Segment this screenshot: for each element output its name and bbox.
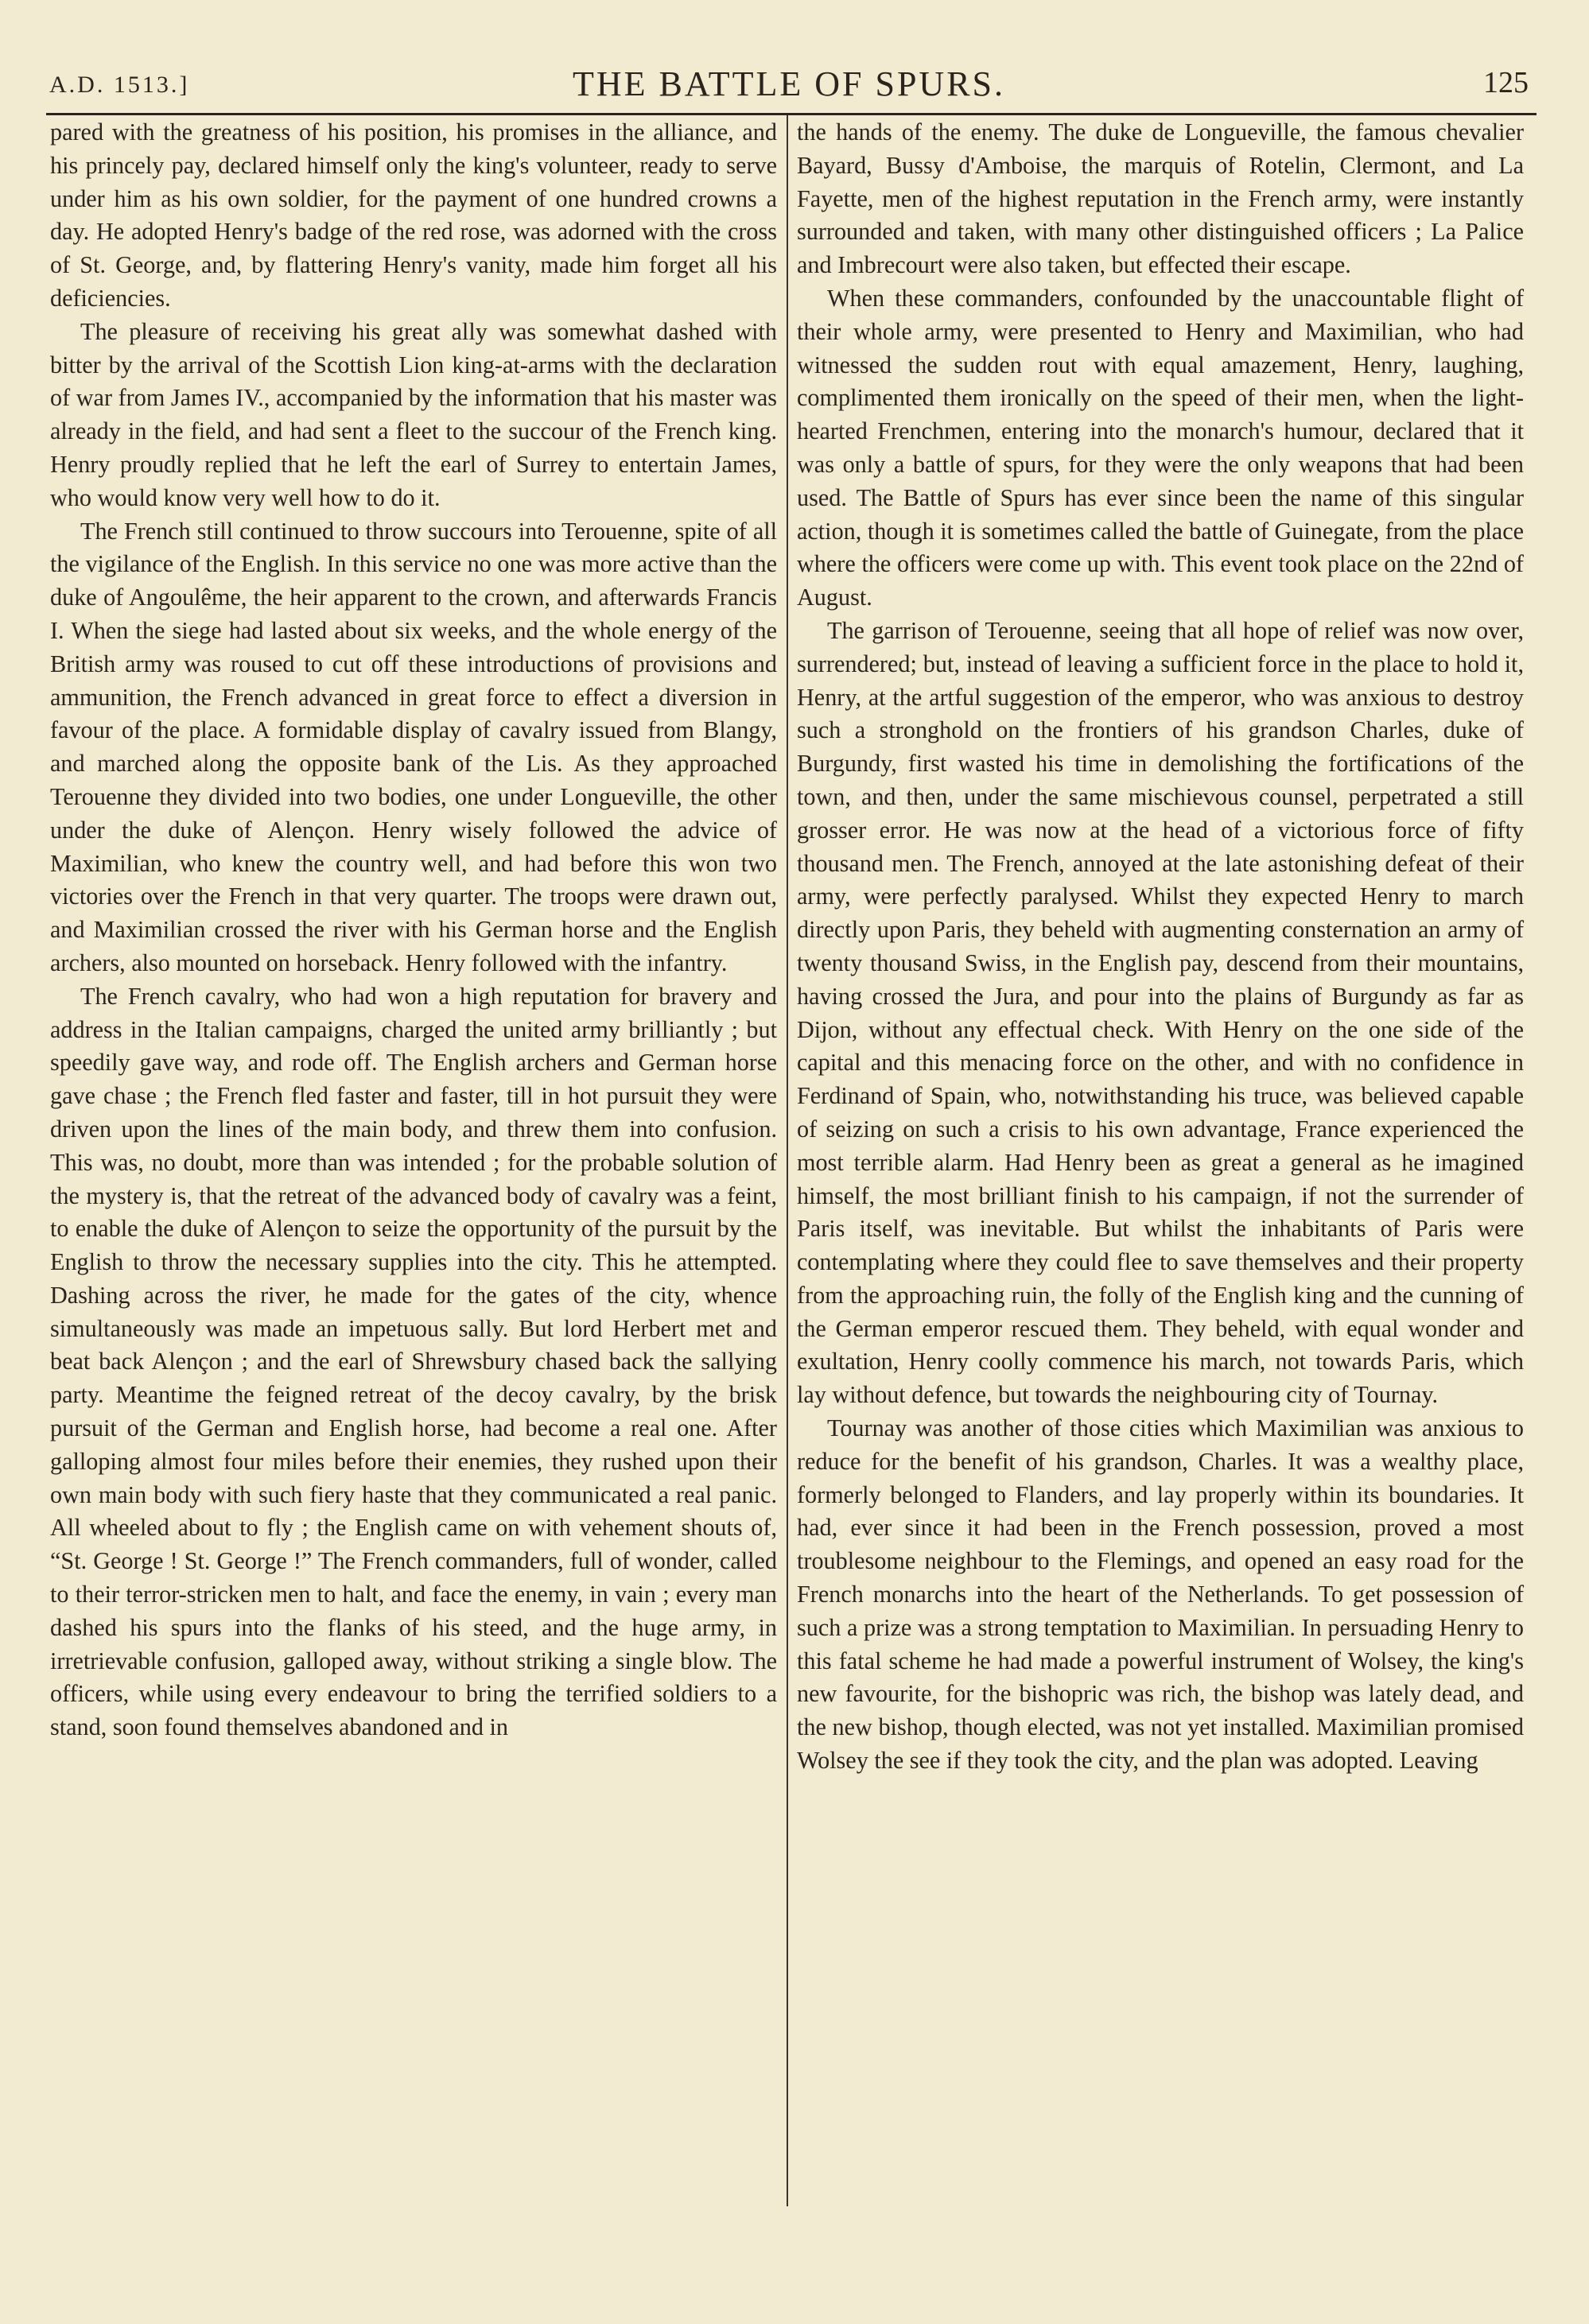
paragraph: When these commanders, confounded by the unaccountable flight of their whole army, were presented to Henry and Maximilian, who had witnessed the sudden rout with equal amazement, Henry, laughing, complimented them ironically on the speed of their men, when the light-hearted Frenchmen, entering into the monarch's humour, declared that it was only a battle of spurs, for they were the only weapons that had been used. The Battle of Spurs has ever since been the name of this singular action, though it is sometimes called the battle of Guinegate, from the place where the officers were come up with. This event took place on the 22nd of August. [797,284,1524,611]
paragraph: pared with the greatness of his position, his promises in the alliance, and his princely pay, declared himself only the king's volunteer, ready to serve under him as his own soldier, for the payment of one hundred crowns a day. He adopted Henry's badge of the red rose, was adorned with the cross of St. George, and, by flattering Henry's vanity, made him forget all his deficiencies. [50,118,777,312]
column-divider [787,115,788,2206]
paragraph: the hands of the enemy. The duke de Longueville, the famous chevalier Bayard, Bussy d'Amboise, the marquis of Rotelin, Clermont, and La Fayette, men of the highest reputation in the French army, were instantly surrounded and taken, with many other distinguished officers ; La Palice and Imbrecourt were also taken, but effected their escape. [797,118,1524,279]
header-date: A.D. 1513.] [49,72,190,98]
page-number: 125 [1483,66,1529,99]
page-title: THE BATTLE OF SPURS. [572,64,1006,103]
left-column [50,116,777,1744]
paragraph: The pleasure of receiving his great ally was somewhat dashed with bitter by the arrival of the Scottish Lion king-at-arms with the declaration of war from James IV., accompanied by the information that his master was already in the field, and had sent a fleet to the succour of the French king. Henry proudly replied that he left the earl of Surrey to entertain James, who would know very well how to do it. [50,317,777,511]
paragraph: The French cavalry, who had won a high reputation for bravery and address in the Italian campaigns, charged the united army brilliantly ; but speedily gave way, and rode off. The English archers and German horse gave chase ; the French fled faster and faster, till in hot pursuit they were driven upon the lines of the main body, and threw them into confusion. This was, no doubt, more than was intended ; for the probable solution of the mystery is, that the retreat of the advanced body of cavalry was a feint, to enable the duke of Alençon to seize the opportunity of the pursuit by the English to throw the necessary supplies into the city. This he attempted. Dashing across the river, he made for the gates of the city, whence simultaneously was made an impetuous sally. But lord Herbert met and beat back Alençon ; and the earl of Shrewsbury chased back the sallying party. Meantime the feigned retreat of the decoy cavalry, by the brisk pursuit of the German and English horse, had become a real one. After galloping almost four miles before their enemies, they rushed upon their own main body with such fiery haste that they communicated a real panic. All wheeled about to fly ; the English came on with vehement shouts of, “St. George ! St. George !” The French commanders, full of wonder, called to their terror-stricken men to halt, and face the enemy, in vain ; every man dashed his spurs into the flanks of his steed, and the huge army, in irretrievable confusion, galloped away, without striking a single blow. The officers, while using every endeavour to bring the terrified soldiers to a stand, soon found themselves abandoned and in [50,982,777,1741]
paragraph: Tournay was another of those cities which Maximilian was anxious to reduce for the benefit of his grandson, Charles. It was a wealthy place, formerly belonged to Flanders, and lay properly within its boundaries. It had, ever since it had been in the French possession, proved a most troublesome neighbour to the Flemings, and opened an easy road for the French monarchs into the heart of the Netherlands. To get possession of such a prize was a strong temptation to Maximilian. In persuading Henry to this fatal scheme he had made a powerful instrument of Wolsey, the king's new favourite, for the bishopric was rich, the bishop was lately dead, and the new bishop, though elected, was not yet installed. Maximilian promised Wolsey the see if they took the city, and the plan was adopted. Leaving [797,1414,1524,1775]
paragraph: The garrison of Terouenne, seeing that all hope of relief was now over, surrendered; but, instead of leaving a sufficient force in the place to hold it, Henry, at the artful suggestion of the emperor, who was anxious to destroy such a stronghold on the frontiers of his grandson Charles, duke of Burgundy, first wasted his time in demolishing the fortifications of the town, and then, under the same mischievous counsel, perpetrated a still grosser error. He was now at the head of a victorious force of fifty thousand men. The French, annoyed at the late astonishing defeat of their army, were perfectly paralysed. Whilst they expected Henry to march directly upon Paris, they beheld with augmenting consternation an army of twenty thousand Swiss, in the English pay, descend from their mountains, having crossed the Jura, and pour into the plains of Burgundy as far as Dijon, without any effectual check. With Henry on the one side of the capital and this menacing force on the other, and with no confidence in Ferdinand of Spain, who, notwithstanding his truce, was believed capable of seizing on such a crisis to his own advantage, France experienced the most terrible alarm. Had Henry been as great a general as he imagined himself, the most brilliant finish to his campaign, if not the surrender of Paris itself, was inevitable. But whilst the inhabitants of Paris were contemplating where they could flee to save themselves and their property from the approaching ruin, the folly of the English king and the cunning of the German emperor rescued them. They beheld, with equal wonder and exultation, Henry coolly commence his march, not towards Paris, which lay without defence, but towards the neighbouring city of Tournay. [797,616,1524,1409]
header-rule [46,113,1537,115]
right-column [797,116,1524,1778]
paragraph: The French still continued to throw succours into Terouenne, spite of all the vigilance of the English. In this service no one was more active than the duke of Angoulême, the heir apparent to the crown, and afterwards Francis I. When the siege had lasted about six weeks, and the whole energy of the British army was roused to cut off these introductions of provisions and ammunition, the French advanced in great force to effect a diversion in favour of the place. A formidable display of cavalry issued from Blangy, and marched along the opposite bank of the Lis. As they approached Terouenne they divided into two bodies, one under Longueville, the other under the duke of Alençon. Henry wisely followed the advice of Maximilian, who knew the country well, and had before this won two victories over the French in that very quarter. The troops were drawn out, and Maximilian crossed the river with his German horse and the English archers, also mounted on horseback. Henry followed with the infantry. [50,517,777,976]
page-header [49,62,1529,110]
